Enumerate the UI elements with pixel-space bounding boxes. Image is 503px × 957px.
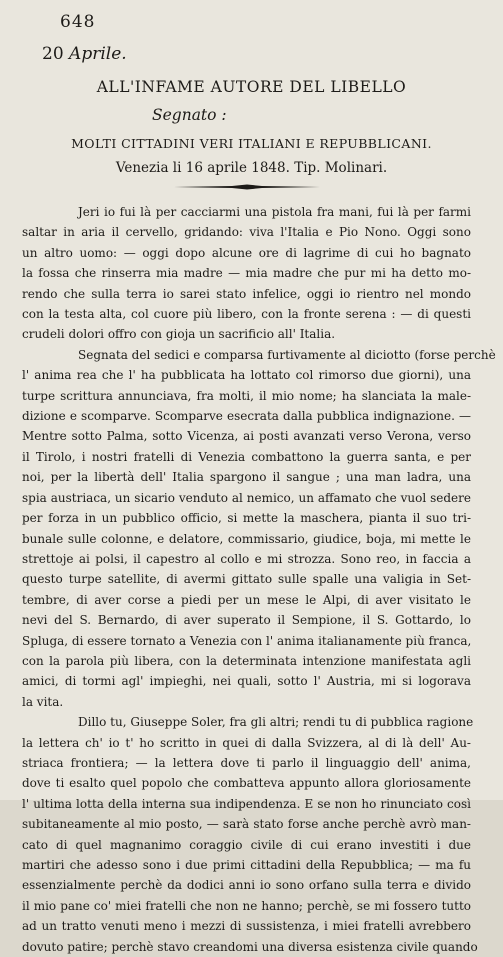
text-line: dovuto patire; perchè stavo creandomi una diversa esistenza civile quando <box>22 939 478 954</box>
text-line: Dillo tu, Giuseppe Soler, fra gli altri; rendi tu di pubblica ragione <box>78 715 474 730</box>
text-line: il Tirolo, i nostri fratelli di Venezia combattono la guerra santa, e per <box>22 449 471 464</box>
text-line: amici, di tormi agl' impieghi, nei quali, sotto l' Austria, mi si logorava <box>22 674 471 689</box>
text-line: Spluga, di essere tornato a Venezia con l' anima italianamente più franca, <box>22 633 472 648</box>
text-line: cato di quel magnanimo coraggio civile di cui erano investiti i due <box>22 837 471 852</box>
document-subtitle: Segnato : <box>152 106 227 124</box>
document-title: ALL'INFAME AUTORE DEL LIBELLO <box>96 78 407 96</box>
text-line: dizione e scomparve. Scomparve esecrata dalla pubblica indignazione. — <box>22 409 471 424</box>
text-line: rendo che sulla terra io sarei stato infelice, oggi io rientro nel mondo <box>22 286 471 301</box>
text-line: spia austriaca, un sicario venduto al nemico, un affamato che vuol sedere <box>22 490 471 505</box>
paragraph <box>22 202 471 345</box>
text-line: Jeri io fui là per cacciarmi una pistola fra mani, fui là per farmi <box>78 205 471 219</box>
text-line: la vita. <box>22 694 64 709</box>
text-line: ad un tratto venuti meno i mezzi di sussistenza, i miei fratelli avrebbero <box>22 919 471 934</box>
text-line: subitaneamente al mio posto, — sarà stato forse anche perchè avrò man- <box>22 817 471 832</box>
text-line: turpe scrittura annunciava, fra molti, il mio nome; ha slanciata la male- <box>22 388 471 403</box>
text-line: l' anima rea che l' ha pubblicata ha lottato col rimorso due giorni), una <box>22 368 471 383</box>
text-line: noi, per la libertà dell' Italia spargono il sangue ; una man ladra, una <box>22 470 471 485</box>
ornamental-divider <box>172 184 322 190</box>
text-line: crudeli dolori offro con gioja un sacrificio all' Italia. <box>22 327 336 342</box>
imprint-line: Venezia li 16 aprile 1848. Tip. Molinari. <box>115 160 388 176</box>
date-day: 20 <box>42 44 64 64</box>
text-line: la fossa che rinserra mia madre — mia madre che pur mi ha detto mo- <box>22 266 471 281</box>
text-line: per forza in un pubblico officio, si mette la maschera, pianta il suo tri- <box>22 511 471 526</box>
text-line: tembre, di aver corse a piedi per un mese le Alpi, di aver visitato le <box>22 592 471 607</box>
text-line: striaca frontiera; — la lettera dove ti parlo il linguaggio dell' anima, <box>22 755 471 770</box>
page-number: 648 <box>60 12 96 32</box>
text-line: un altro uomo: — oggi dopo alcune ore di lagrime di cui ho bagnato <box>22 245 471 260</box>
signatories-line: MOLTI CITTADINI VERI ITALIANI E REPUBBLICANI. <box>71 136 432 151</box>
text-line: nevi del S. Bernardo, di aver superato il Sempione, il S. Gottardo, lo <box>22 613 471 628</box>
text-line: l' ultima lotta della interna sua indipendenza. E se non ho rinunciato così <box>22 796 471 811</box>
text-line: con la parola più libera, con la determinata intenzione manifestata agli <box>22 653 471 668</box>
text-line: saltar in aria il cervello, gridando: viva l'Italia e Pio Nono. Oggi sono <box>22 225 471 240</box>
text-line: Segnata del sedici e comparsa furtivamente al diciotto (forse perchè <box>78 347 496 362</box>
text-line: Mentre sotto Palma, sotto Vicenza, ai posti avanzati verso Verona, verso <box>22 429 471 444</box>
text-line: strettoje ai polsi, il capestro al collo e mi strozza. Sono reo, in faccia a <box>22 551 471 566</box>
date-heading <box>42 44 127 64</box>
text-line: essenzialmente perchè da dodici anni io sono orfano sulla terra e divido <box>22 878 471 893</box>
text-line: martiri che adesso sono i due primi cittadini della Repubblica; — ma fu <box>22 858 471 872</box>
text-line: la lettera ch' io t' ho scritto in quei di dalla Svizzera, al di là dell' Au- <box>22 735 471 750</box>
paragraph <box>22 712 478 957</box>
date-month: Aprile. <box>69 44 127 64</box>
text-line: con la testa alta, col cuore più libero, con la fronte serena : — di questi <box>22 307 471 322</box>
text-line: dove ti esalto quel popolo che combatteva appunto allora gloriosamente <box>22 776 471 791</box>
text-line: bunale sulle colonne, e delatore, commissario, giudice, boja, mi mette le <box>22 531 471 546</box>
text-line: questo turpe satellite, di avermi gittato sulle spalle una valigia in Set- <box>22 572 471 587</box>
paragraph <box>22 345 496 712</box>
text-line: il mio pane co' miei fratelli che non ne hanno; perchè, se mi fossero tutto <box>22 898 471 913</box>
body-text <box>22 202 496 957</box>
